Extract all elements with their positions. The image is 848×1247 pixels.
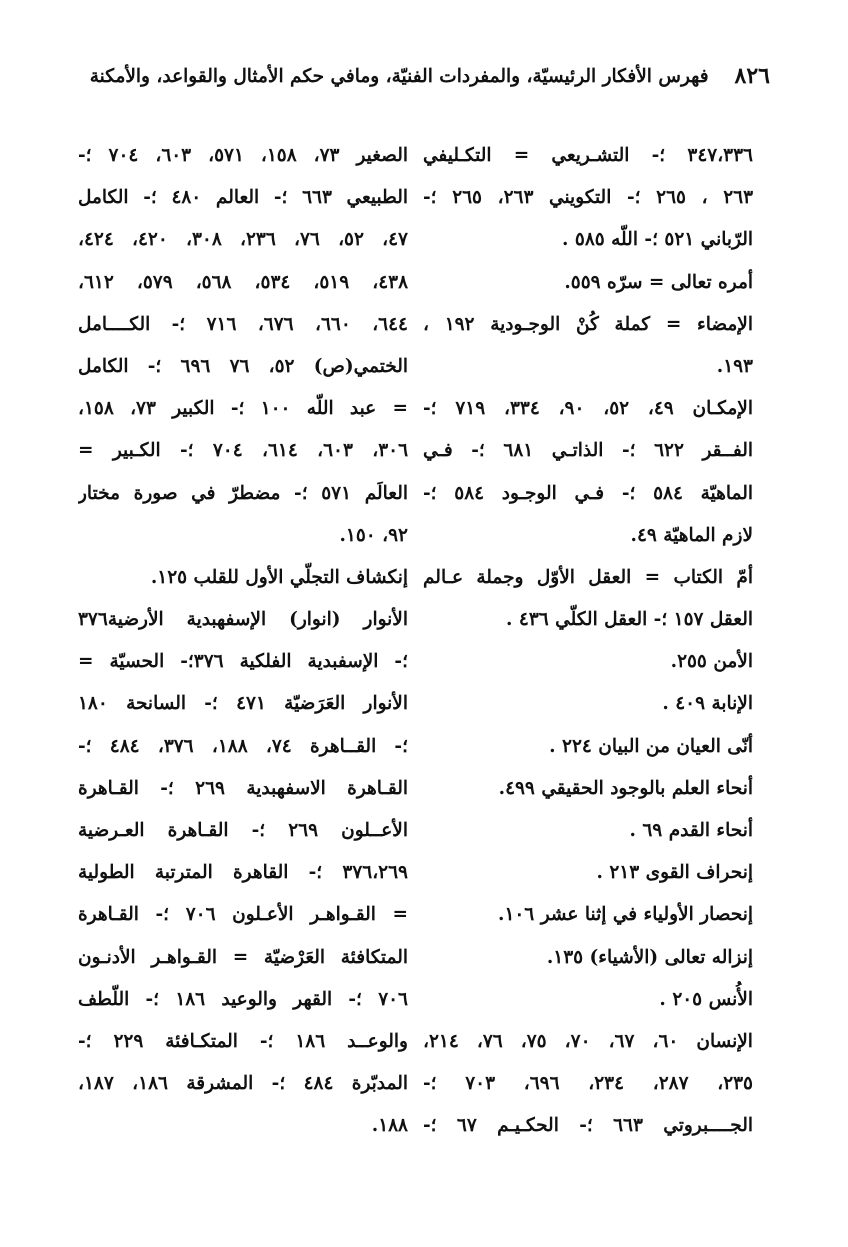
index-line: ٦٤٤، ٦٦٠، ٦٧٦، ٧١٦ ؛- الكــــامل bbox=[78, 313, 408, 335]
index-line: القـاهرة الاسفهبدية ٢٦٩ ؛- القـاهرة bbox=[78, 777, 408, 799]
index-line: الجــــبروتي ٦٦٣ ؛- الحكـيـم ٦٧ ؛- bbox=[423, 1115, 753, 1137]
index-line: = القـواهـر الأعـلون ٧٠٦ ؛- القـاهرة bbox=[78, 904, 408, 926]
index-line: المدبّرة ٤٨٤ ؛- المشرقة ١٨٦، ١٨٧، bbox=[78, 1073, 408, 1095]
index-line: ٣٠٦، ٦٠٣، ٦١٤، ٧٠٤ ؛- الكـبير = bbox=[78, 440, 408, 462]
index-line: ٢٦٣ ، ٢٦٥ ؛- التكويني ٢٦٣، ٢٦٥ ؛- bbox=[423, 187, 753, 209]
index-line: ٣٤٧،٣٣٦ ؛- التشـريعي = التكـليفي bbox=[423, 145, 753, 166]
index-line: المتكافئة العَرْضيّة = القـواهـر الأدنـون bbox=[78, 946, 408, 968]
index-line: إنكشاف التجلّي الأول للقلب ١٢٥. bbox=[150, 566, 408, 588]
index-line: ٢٣٥، ٢٨٧، ٢٣٤، ٦٩٦، ٧٠٣ ؛- bbox=[423, 1073, 753, 1095]
running-title: فهرس الأفكار الرئيسيّة، والمفردات الفنيّة، ومافي حكم الأمثال والقواعد، والأمكنة bbox=[89, 65, 709, 87]
index-line: الإمكـان ٤٩، ٥٢، ٩٠، ٣٣٤، ٧١٩ ؛- bbox=[423, 398, 753, 420]
index-line: ؛- القــاهرة ٧٤، ١٨٨، ٣٧٦، ٤٨٤ ؛- bbox=[78, 735, 408, 757]
index-column-right bbox=[423, 135, 753, 1148]
index-line: أمره تعالى = سرّه ٥٥٩. bbox=[564, 271, 753, 293]
index-line: الختمي(ص) ٥٢، ٧٦ ٦٩٦ ؛- الكامل bbox=[78, 355, 408, 377]
index-line: إنزاله تعالى (الأشياء) ١٣٥. bbox=[546, 946, 753, 968]
index-line: الماهيّة ٥٨٤ ؛- فـي الوجـود ٥٨٤ ؛- bbox=[423, 482, 753, 504]
index-line: الفــقر ٦٢٢ ؛- الذاتـي ٦٨١ ؛- فـي bbox=[423, 440, 753, 462]
index-column-left bbox=[78, 135, 408, 1148]
index-line: الأنوار العَرَضيّة ٤٧١ ؛- السانحة ١٨٠ bbox=[78, 693, 408, 715]
index-line: العقل ١٥٧ ؛- العقل الكلّي ٤٣٦ . bbox=[506, 609, 753, 631]
index-line: ١٨٨. bbox=[371, 1115, 408, 1137]
index-line: الأنوار (انوار) الإسفهبدية الأرضية٣٧٦ bbox=[78, 609, 408, 631]
index-line: لازم الماهيّة ٤٩. bbox=[630, 524, 753, 546]
index-line: إنحصار الأولياء في إثنا عشر ١٠٦. bbox=[497, 904, 753, 926]
index-line: الإنابة ٤٠٩ . bbox=[662, 693, 753, 715]
page-header bbox=[90, 58, 770, 94]
index-line: الصغير ٧٣، ١٥٨، ٥٧١، ٦٠٣، ٧٠٤ ؛- bbox=[78, 145, 408, 166]
index-line: أنحاء العلم بالوجود الحقيقي ٤٩٩. bbox=[498, 777, 753, 799]
index-line: ٤٧، ٥٢، ٧٦، ٢٣٦، ٣٠٨، ٤٢٠، ٤٢٤، bbox=[78, 229, 408, 251]
index-line: ٤٣٨، ٥١٩، ٥٣٤، ٥٦٨، ٥٧٩، ٦١٢، bbox=[78, 271, 408, 293]
index-line: أنحاء القدم ٦٩ . bbox=[629, 820, 753, 841]
index-line: والوعــد ١٨٦ ؛- المتكـافئة ٢٢٩ ؛- bbox=[78, 1030, 408, 1052]
index-line: الرّباني ٥٢١ ؛- اللّه ٥٨٥ . bbox=[562, 229, 753, 251]
index-line: الطبيعي ٦٦٣ ؛- العالم ٤٨٠ ؛- الكامل bbox=[78, 187, 408, 209]
index-line: الإمضاء = كملة كُنْ الوجـودية ١٩٢ ، bbox=[423, 313, 753, 335]
index-line: = عبد اللّه ١٠٠ ؛- الكبير ٧٣، ١٥٨، bbox=[78, 398, 408, 420]
index-line: العالَم ٥٧١ ؛- مضطرّ في صورة مختار bbox=[78, 482, 408, 504]
index-line: الإنسان ٦٠، ٦٧، ٧٠، ٧٥، ٧٦، ٢١٤، bbox=[423, 1030, 753, 1052]
index-line: إنحراف القوى ٢١٣ . bbox=[596, 862, 753, 884]
index-line: الأعــلون ٢٦٩ ؛- القـاهرة العـرضية bbox=[78, 820, 408, 841]
index-line: ١٩٣. bbox=[716, 355, 753, 377]
index-line: ؛- الإسفبدية الفلكية ٣٧٦؛- الحسيّة = bbox=[78, 651, 408, 673]
index-line: ٩٢، ١٥٠. bbox=[339, 524, 408, 546]
index-line: أنّى العيان من البيان ٢٢٤ . bbox=[549, 735, 753, 757]
index-line: الأمن ٢٥٥. bbox=[670, 651, 753, 673]
page-number: ٨٢٦ bbox=[734, 63, 770, 89]
index-line: الأُنس ٢٠٥ . bbox=[659, 988, 753, 1010]
index-line: ٣٧٦،٢٦٩ ؛- القاهرة المترتبة الطولية bbox=[78, 862, 408, 884]
index-line: ٧٠٦ ؛- القهر والوعيد ١٨٦ ؛- اللّطف bbox=[78, 988, 408, 1010]
index-line: أمّ الكتاب = العقل الأوّل وجملة عـالم bbox=[423, 566, 753, 588]
